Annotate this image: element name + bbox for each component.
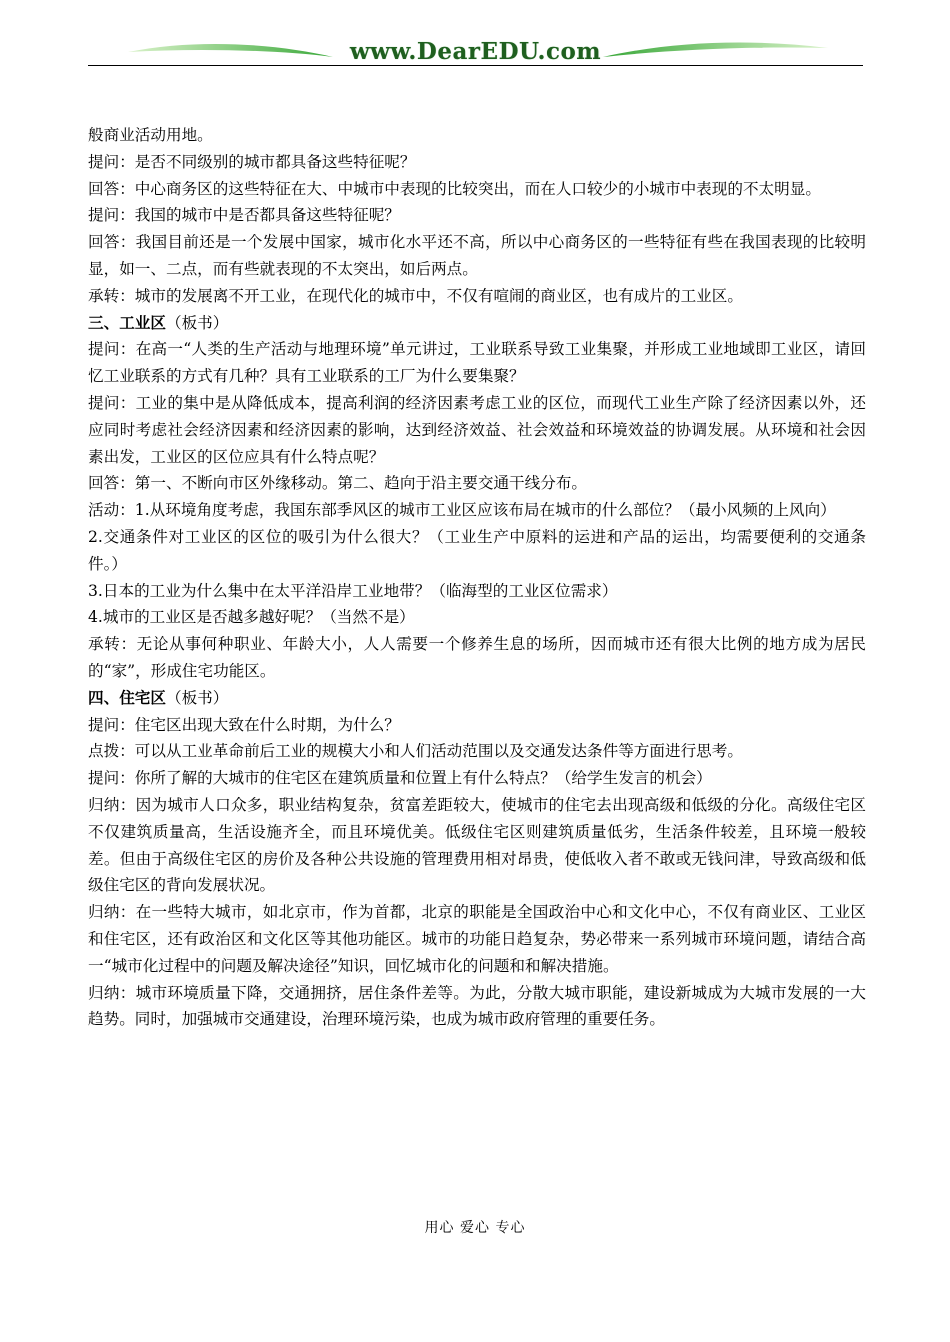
section-heading-title: 三、工业区 [88, 312, 166, 332]
section-heading-industrial [88, 310, 866, 337]
paragraph: 2.交通条件对工业区的区位的吸引为什么很大？（工业生产中原料的运进和产品的运出，均需要便利的交通条件。） [88, 527, 866, 573]
paragraph: 提问：我国的城市中是否都具备这些特征呢？ [88, 206, 400, 225]
section-heading-residential [88, 685, 866, 712]
paragraph: 般商业活动用地。 [88, 126, 213, 144]
document-body [88, 122, 866, 1033]
paragraph: 提问：在高一“人类的生产活动与地理环境”单元讲过，工业联系导致工业集聚，并形成工业地域即工业区，请回忆工业联系的方式有几种？具有工业联系的工厂为什么要集聚？ [88, 340, 866, 386]
paragraph: 活动：1.从环境角度考虑，我国东部季风区的城市工业区应该布局在城市的什么部位？（最小风频的上风向） [88, 501, 836, 520]
section-heading-note: （板书） [165, 688, 229, 707]
paragraph: 点拨：可以从工业革命前后工业的规模大小和人们活动范围以及交通发达条件等方面进行思考。 [88, 742, 743, 761]
paragraph: 提问：住宅区出现大致在什么时期，为什么？ [88, 715, 400, 734]
paragraph: 承转：城市的发展离不开工业，在现代化的城市中，不仅有喧闹的商业区，也有成片的工业区。 [88, 286, 743, 305]
paragraph: 回答：中心商务区的这些特征在大、中城市中表现的比较突出，而在人口较少的小城市中表现的不太明显。 [88, 179, 821, 198]
site-url: www.DearEDU.com [349, 38, 602, 65]
paragraph: 4.城市的工业区是否越多越好呢？（当然不是） [88, 608, 415, 627]
paragraph: 归纳：因为城市人口众多，职业结构复杂，贫富差距较大，使城市的住宅去出现高级和低级的分化。高级住宅区不仅建筑质量高，生活设施齐全，而且环境优美。低级住宅区则建筑质量低劣，生活条件较差，且环境一般较差。但由于高级住宅区的房价及各种公共设施的管理费用相对昂贵，使低收入者不敢或无钱问津，导致高级和低级住宅区的背向发展状况。 [88, 795, 866, 895]
header-divider [88, 65, 863, 66]
paragraph: 3.日本的工业为什么集中在太平洋沿岸工业地带？（临海型的工业区位需求） [88, 581, 618, 600]
page-header [88, 30, 863, 70]
paragraph: 回答：第一、不断向市区外缘移动。第二、趋向于沿主要交通干线分布。 [88, 474, 588, 493]
paragraph: 提问：是否不同级别的城市都具备这些特征呢？ [88, 152, 416, 171]
page-footer: 用心 爱心 专心 [424, 1220, 526, 1236]
section-heading-title: 四、住宅区 [88, 687, 166, 707]
paragraph: 归纳：城市环境质量下降，交通拥挤，居住条件差等。为此，分散大城市职能，建设新城成为大城市发展的一大趋势。同时，加强城市交通建设，治理环境污染，也成为城市政府管理的重要任务。 [88, 983, 866, 1029]
paragraph: 承转：无论从事何种职业、年龄大小，人人需要一个修养生息的场所，因而城市还有很大比例的地方成为居民的“家”，形成住宅功能区。 [88, 635, 866, 680]
paragraph: 提问：你所了解的大城市的住宅区在建筑质量和位置上有什么特点？（给学生发言的机会） [88, 769, 712, 788]
section-heading-note: （板书） [165, 313, 229, 332]
paragraph: 提问：工业的集中是从降低成本，提高利润的经济因素考虑工业的区位，而现代工业生产除了经济因素以外，还应同时考虑社会经济因素和经济因素的影响，达到经济效益、社会效益和环境效益的协调发展。从环境和社会因素出发，工业区的区位应具有什么特点呢？ [88, 393, 866, 466]
paragraph: 归纳：在一些特大城市，如北京市，作为首都，北京的职能是全国政治中心和文化中心，不仅有商业区、工业区和住宅区，还有政治区和文化区等其他功能区。城市的功能日趋复杂，势必带来一系列城市环境问题，请结合高一“城市化过程中的问题及解决途径”知识，回忆城市化的问题和和解决措施。 [88, 903, 866, 975]
paragraph: 回答：我国目前还是一个发展中国家，城市化水平还不高，所以中心商务区的一些特征有些在我国表现的比较明显，如一、二点，而有些就表现的不太突出，如后两点。 [88, 233, 866, 278]
